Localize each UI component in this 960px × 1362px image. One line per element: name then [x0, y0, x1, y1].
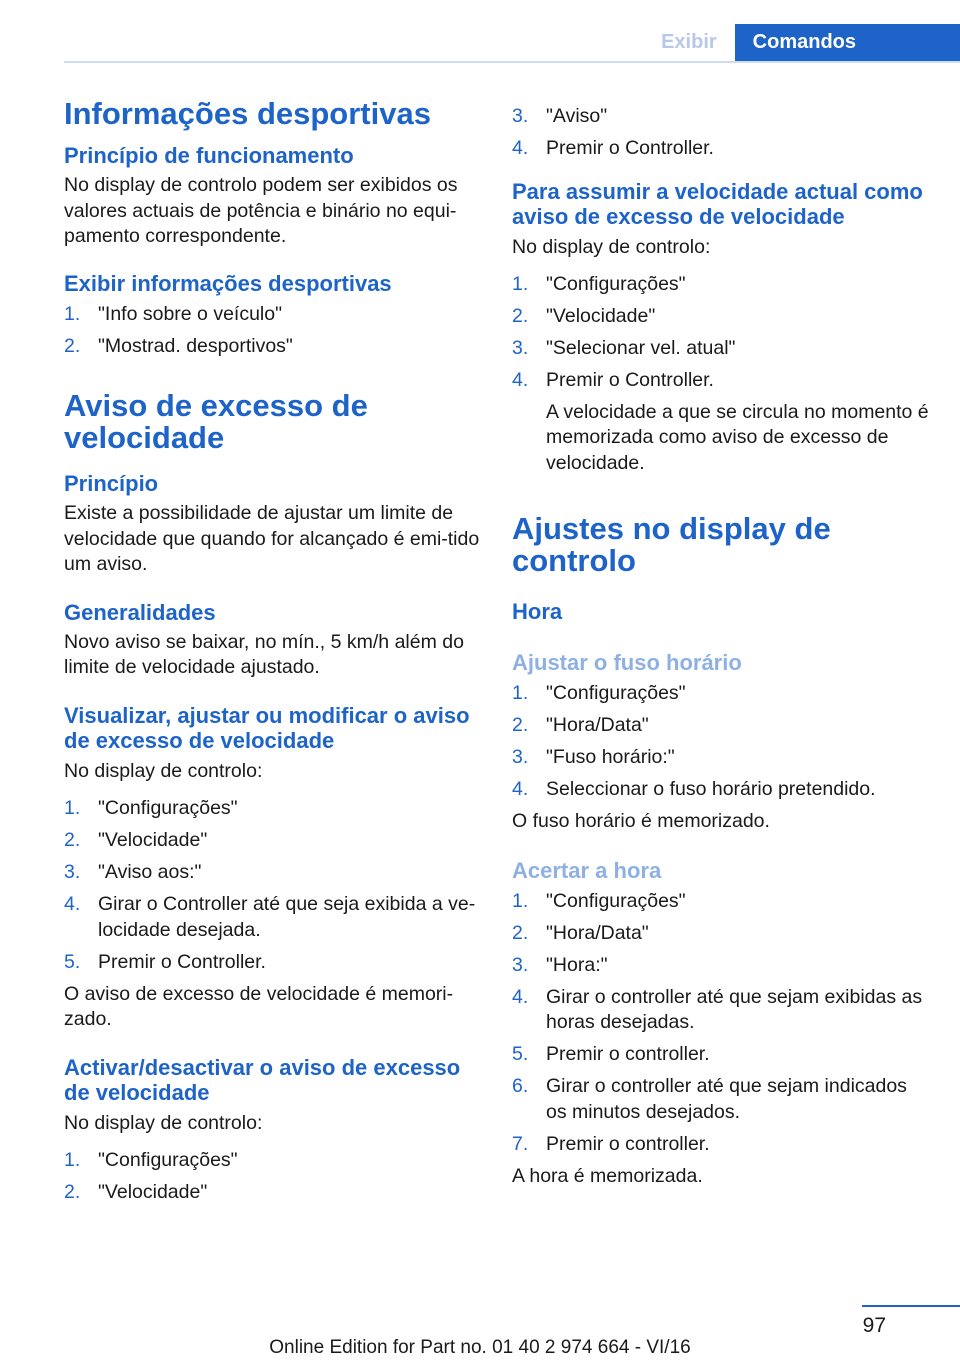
steps-show-sport-info: [64, 302, 480, 360]
list-item: 1. "Configurações": [512, 889, 686, 912]
step-text: "Velocidade": [98, 1181, 208, 1203]
step-text: "Velocidade": [546, 305, 656, 327]
steps-set-time-zone: [512, 681, 932, 803]
footer-rule: [862, 1305, 960, 1307]
step-text: Seleccionar o fuso horário pretendido.: [546, 778, 876, 800]
heading-set-time-zone: Ajustar o fuso horário: [512, 650, 742, 675]
step-text: "Configurações": [98, 1149, 238, 1171]
list-item: 3. "Fuso horário:": [512, 746, 675, 768]
paragraph-take-current-intro: No display de controlo:: [512, 235, 711, 258]
list-item: 2. "Mostrad. desportivos": [64, 334, 293, 357]
paragraph-warning-memorized: O aviso de excesso de velocidade é memori‐zado.: [64, 982, 454, 1030]
list-item: 1. "Info sobre o veículo": [64, 302, 283, 325]
section-title-speed-warning: Aviso de excesso de velocidade: [64, 388, 368, 455]
heading-show-sport-info: Exibir informações desportivas: [64, 270, 392, 296]
heading-time: Hora: [512, 599, 563, 624]
step-text: "Aviso aos:": [98, 861, 202, 883]
list-item: 1. "Configurações": [512, 273, 686, 295]
heading-view-adjust-warning: Visualizar, ajustar ou modificar o aviso de excesso de velocidade: [64, 702, 470, 753]
list-item: 4. Seleccionar o fuso horário pretendido.: [512, 778, 876, 800]
list-item: 4. Girar o Controller até que seja exibida a ve‐locidade desejada.: [64, 893, 476, 941]
list-item: 5. Premir o Controller.: [64, 950, 266, 973]
list-item: 4. Premir o Controller. A velocidade a que se circula no momento é memorizada como aviso de excesso de velocidade.: [512, 368, 932, 476]
step-text: Premir o controller.: [546, 1132, 710, 1155]
section-title-display-settings: Ajustes no display de controlo: [512, 511, 831, 578]
page-number: 97: [862, 1314, 886, 1337]
step-text: "Mostrad. desportivos": [98, 334, 293, 357]
list-item: 3. "Hora:": [512, 953, 608, 976]
heading-toggle-warning: Activar/desactivar o aviso de excesso de velocidade: [64, 1054, 461, 1105]
list-item: 3. "Selecionar vel. atual": [512, 337, 736, 359]
step-text: "Configurações": [546, 682, 686, 704]
step-text: "Configurações": [98, 797, 238, 819]
list-item: 2. "Velocidade": [512, 305, 656, 327]
step-text: "Configurações": [546, 889, 686, 912]
paragraph-general: Novo aviso se baixar, no mín., 5 km/h além do limite de velocidade ajustado.: [64, 630, 464, 678]
paragraph-operating-principle: No display de controlo podem ser exibidos os valores actuais de potência e binário no equi‐pamento correspondente.: [64, 174, 458, 247]
step-text: "Hora/Data": [546, 921, 649, 944]
list-item: 3. "Aviso": [512, 105, 608, 127]
step-text: Premir o Controller.: [546, 369, 714, 391]
right-column: [512, 104, 932, 1189]
step-text: Premir o controller.: [546, 1043, 710, 1065]
step-note: A velocidade a que se circula no momento é memorizada como aviso de excesso de velocidade.: [546, 400, 929, 474]
step-text: "Info sobre o veículo": [98, 302, 283, 325]
heading-principle: Princípio: [64, 471, 159, 496]
steps-toggle-warning-continued: [512, 104, 932, 162]
list-item: 7. Premir o controller.: [512, 1132, 710, 1155]
step-text: Girar o controller até que sejam exibidas as horas desejadas.: [546, 985, 923, 1033]
steps-toggle-warning: [64, 1148, 480, 1206]
list-item: 5. Premir o controller.: [512, 1043, 710, 1065]
list-item: 4. Premir o Controller.: [512, 137, 714, 159]
paragraph-time-zone-memorized: O fuso horário é memorizado.: [512, 810, 770, 832]
paragraph-toggle-intro: No display de controlo:: [64, 1111, 263, 1134]
tab-exibir[interactable]: Exibir: [661, 31, 717, 53]
heading-operating-principle: Princípio de funcionamento: [64, 143, 354, 168]
step-text: Girar o Controller até que seja exibida a ve‐locidade desejada.: [98, 893, 476, 941]
step-text: "Velocidade": [98, 829, 208, 851]
header-rule: [64, 61, 960, 63]
list-item: 3. "Aviso aos:": [64, 861, 202, 883]
list-item: 1. "Configurações": [512, 682, 686, 704]
step-text: "Hora:": [546, 953, 608, 976]
heading-set-time: Acertar a hora: [512, 857, 662, 883]
step-text: Premir o Controller.: [98, 950, 266, 973]
list-item: 4. Girar o controller até que sejam exibidas as horas desejadas.: [512, 985, 923, 1033]
list-item: 2. "Hora/Data": [512, 921, 649, 944]
step-text: "Aviso": [546, 105, 608, 127]
steps-set-time: [512, 889, 932, 1158]
section-title-sport-info: Informações desportivas: [64, 96, 431, 131]
footer-edition: Online Edition for Part no. 01 40 2 974 664 - VI/16: [269, 1337, 691, 1358]
step-text: "Selecionar vel. atual": [546, 337, 736, 359]
paragraph-time-memorized: A hora é memorizada.: [512, 1164, 703, 1187]
left-column: [64, 98, 480, 1212]
list-item: 2. "Velocidade": [64, 829, 208, 851]
step-text: Girar o controller até que sejam indicados os minutos desejados.: [546, 1075, 907, 1123]
step-text: "Fuso horário:": [546, 746, 675, 768]
heading-take-current-speed: Para assumir a velocidade actual como aviso de excesso de velocidade: [512, 178, 923, 229]
list-item: 6. Girar o controller até que sejam indicados os minutos desejados.: [512, 1075, 907, 1123]
paragraph-principle: Existe a possibilidade de ajustar um limite de velocidade que quando for alcançado é emi‐tido um aviso.: [64, 502, 480, 575]
paragraph-view-adjust-intro: No display de controlo:: [64, 759, 263, 782]
step-text: Premir o Controller.: [546, 137, 714, 159]
heading-general: Generalidades: [64, 599, 216, 625]
step-text: "Configurações": [546, 273, 686, 295]
step-text: "Hora/Data": [546, 714, 649, 736]
list-item: 2. "Hora/Data": [512, 714, 649, 736]
steps-view-adjust-warning: [64, 796, 480, 975]
list-item: 1. "Configurações": [64, 1149, 238, 1171]
tab-comandos[interactable]: Comandos: [735, 24, 960, 61]
header-tabs: [643, 24, 960, 61]
steps-take-current-speed: [512, 272, 932, 476]
list-item: 1. "Configurações": [64, 797, 238, 819]
list-item: 2. "Velocidade": [64, 1181, 208, 1203]
